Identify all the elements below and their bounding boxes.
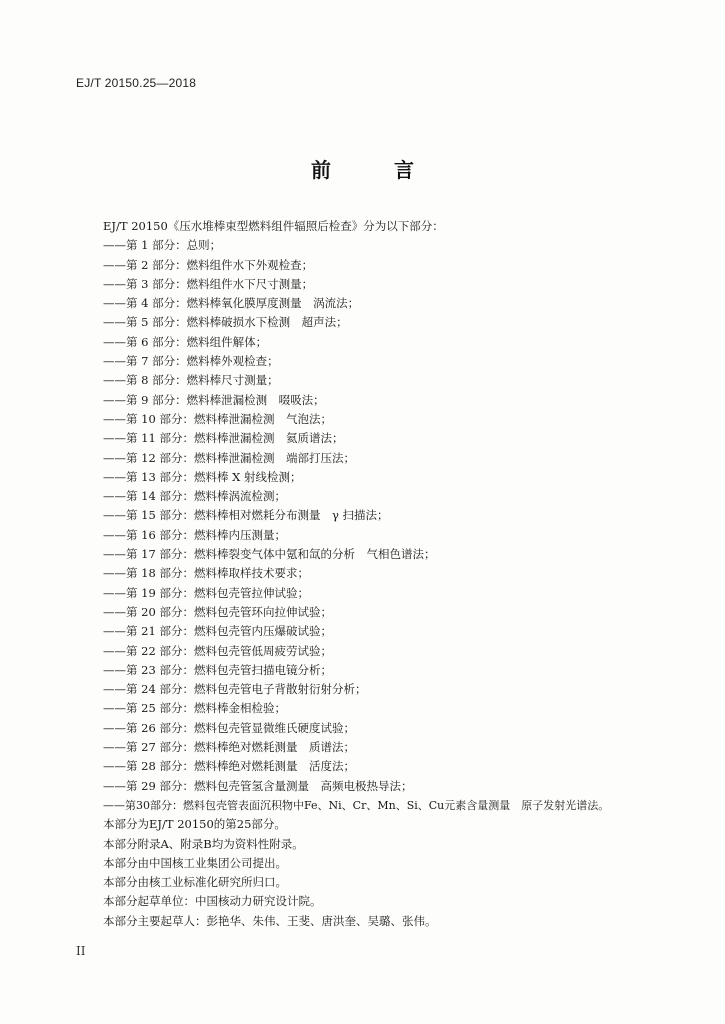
list-item: ——第 12 部分：燃料棒泄漏检测 端部打压法； [103,450,355,465]
list-item: ——第 28 部分：燃料棒绝对燃耗测量 活度法； [103,759,355,774]
list-item: ——第 21 部分：燃料包壳管内压爆破试验； [103,624,332,639]
foreword-body [103,217,683,931]
list-item: ——第 8 部分：燃料棒尺寸测量； [103,373,279,388]
list-item: ——第30部分：燃料包壳管表面沉积物中Fe、Ni、Cr、Mn、Si、Cu元素含量测量 原子发射光谱法。 [103,798,610,812]
list-item: ——第 14 部分：燃料棒涡流检测； [103,489,286,504]
standard-code: EJ/T 20150.25—2018 [76,76,197,90]
list-item: ——第 26 部分：燃料包壳管显微维氏硬度试验； [103,720,355,735]
list-item: ——第 2 部分：燃料组件水下外观检查； [103,257,314,272]
list-item: ——第 4 部分：燃料棒氧化膜厚度测量 涡流法； [103,296,360,311]
list-item: ——第 13 部分：燃料棒 X 射线检测； [103,469,302,484]
administrator-paragraph: 本部分由核工业标准化研究所归口。 [103,875,287,890]
parts-list [103,236,683,815]
list-item: ——第 11 部分：燃料棒泄漏检测 氦质谱法； [103,431,344,446]
drafting-unit-paragraph: 本部分起草单位：中国核动力研究设计院。 [103,894,322,909]
list-item: ——第 7 部分：燃料棒外观检查； [103,354,279,369]
list-item: ——第 23 部分：燃料包壳管扫描电镜分析； [103,662,332,677]
proposer-paragraph: 本部分由中国核工业集团公司提出。 [103,855,287,870]
intro-paragraph: EJ/T 20150《压水堆棒束型燃料组件辐照后检查》分为以下部分： [103,219,444,233]
list-item: ——第 6 部分：燃料组件解体； [103,334,268,349]
list-item: ——第 9 部分：燃料棒泄漏检测 啜吸法； [103,392,325,407]
list-item: ——第 20 部分：燃料包壳管环向拉伸试验； [103,604,332,619]
page-number: II [76,944,86,958]
list-item: ——第 16 部分：燃料棒内压测量； [103,527,286,542]
part-number-paragraph: 本部分为EJ/T 20150的第25部分。 [103,817,286,832]
page-title: 前 言 [311,158,442,182]
list-item: ——第 27 部分：燃料棒绝对燃耗测量 质谱法； [103,740,355,755]
list-item: ——第 15 部分：燃料棒相对燃耗分布测量 γ 扫描法； [103,508,389,523]
list-item: ——第 5 部分：燃料棒破损水下检测 超声法； [103,315,348,330]
appendix-paragraph: 本部分附录A、附录B均为资料性附录。 [103,836,304,851]
drafters-paragraph: 本部分主要起草人：彭艳华、朱伟、王斐、唐洪奎、吴璐、张伟。 [103,913,437,928]
list-item: ——第 1 部分：总则； [103,238,222,253]
list-item: ——第 3 部分：燃料组件水下尺寸测量； [103,276,314,291]
list-item: ——第 10 部分：燃料棒泄漏检测 气泡法； [103,411,332,426]
list-item: ——第 17 部分：燃料棒裂变气体中氪和氙的分析 气相色谱法； [103,547,436,562]
list-item: ——第 29 部分：燃料包壳管氢含量测量 高频电极热导法； [103,778,413,793]
list-item: ——第 25 部分：燃料棒金相检验； [103,701,286,716]
list-item: ——第 19 部分：燃料包壳管拉伸试验； [103,585,309,600]
list-item: ——第 18 部分：燃料棒取样技术要求； [103,566,309,581]
list-item: ——第 24 部分：燃料包壳管电子背散射衍射分析； [103,682,367,697]
list-item: ——第 22 部分：燃料包壳管低周疲劳试验； [103,643,332,658]
